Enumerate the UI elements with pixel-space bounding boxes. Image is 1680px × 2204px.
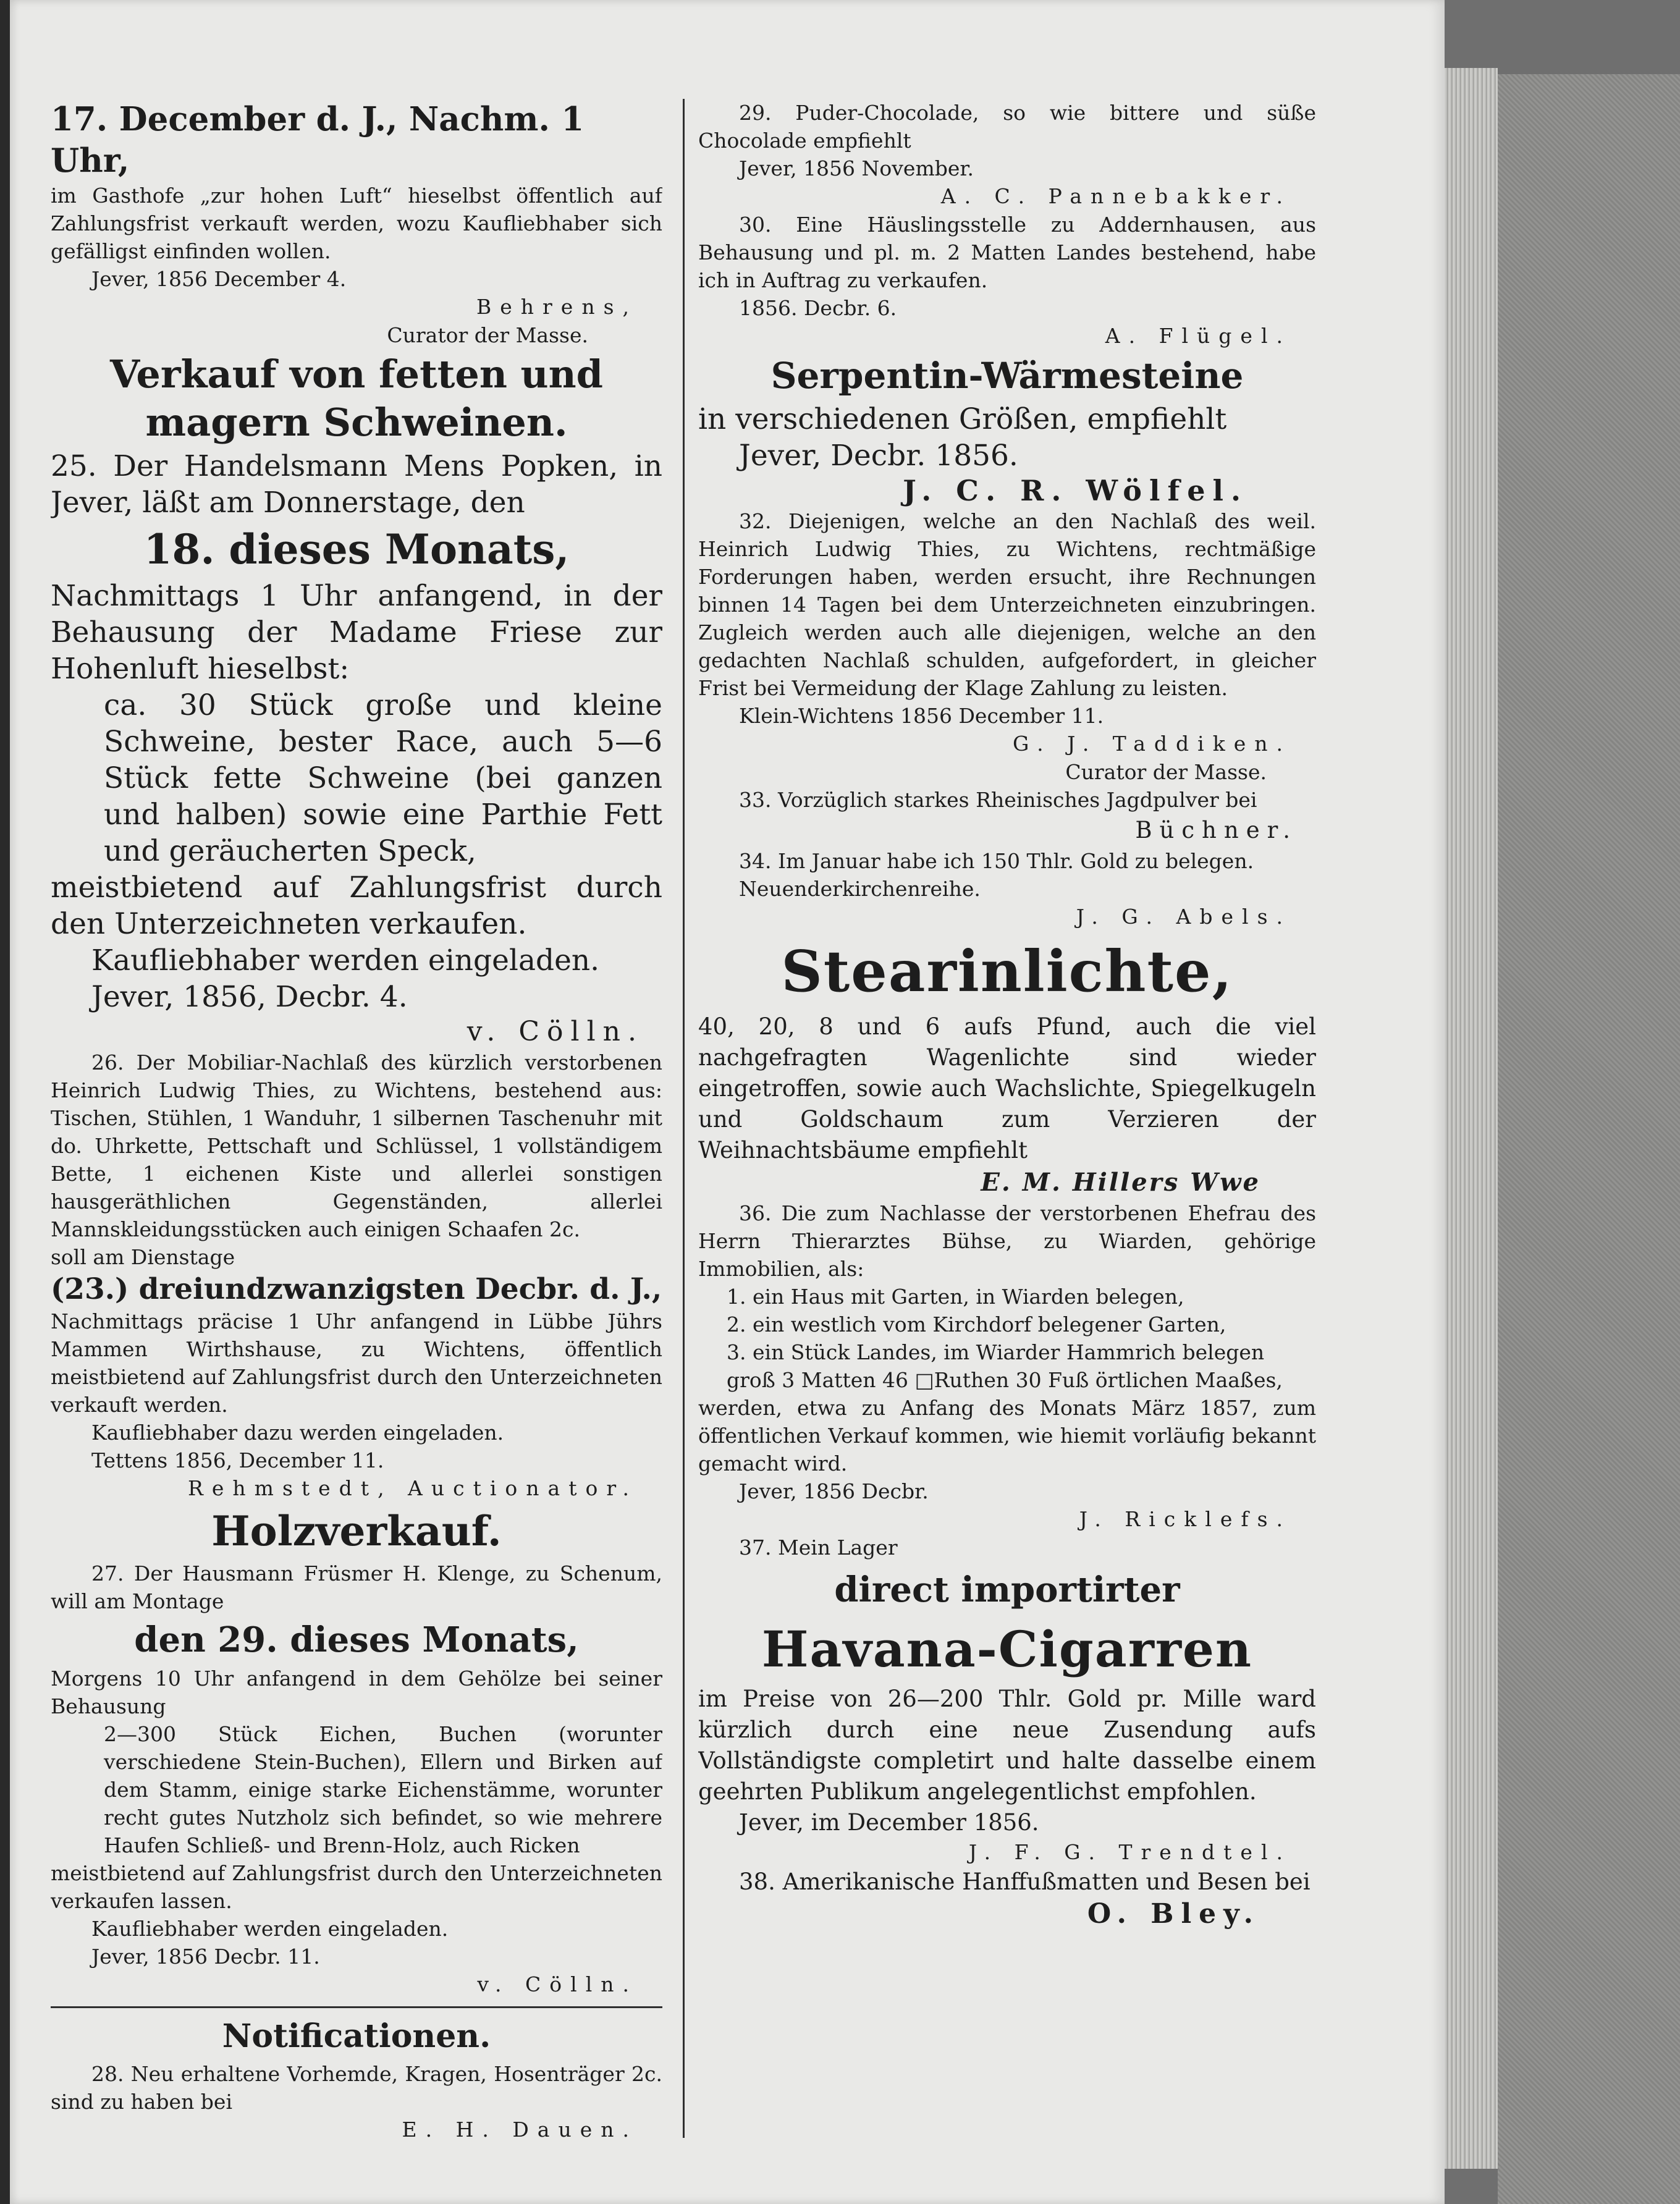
ad-38-body: 38. Amerikanische Hanffußmatten und Besen bei — [739, 1868, 1311, 1895]
notifications-title: Notificationen. — [222, 2017, 491, 2055]
ad-35-title: Stearinlichte, — [781, 938, 1233, 1005]
ad-35-body: 40, 20, 8 und 6 aufs Pfund, auch die viel nachgefragten Wagenlichte sind wieder eingetroffen, sowie auch Wachslichte, Spiegelkugeln und Goldschaum zum Verzieren der Weihnachtsbäume empfiehlt — [698, 1013, 1316, 1163]
ad-27-title: Holzverkauf. — [211, 1507, 502, 1555]
ad-26-signature: Rehmstedt, Auctionator. — [188, 1476, 638, 1500]
ad-27-intro: 27. Der Hausmann Früsmer H. Klenge, zu Schenum, will am Montage — [51, 1561, 662, 1613]
ad-25-signature: v. Cölln. — [466, 1016, 644, 1047]
left-background — [0, 0, 10, 2204]
ad-27-items: 2—300 Stück Eichen, Buchen (worunter verschiedene Stein-Buchen), Ellern und Birken auf dem Stamm, einige starke Eichenstämme, worunter recht gutes Nutzholz sich befindet, so wie mehrere Haufen Schließ- und Brenn-Holz, auch Ricken — [104, 1722, 662, 1857]
list-item: 2. ein westlich vom Kirchdorf belegener Garten, — [727, 1312, 1226, 1336]
ad-29-body: 29. Puder-Chocolade, so wie bittere und süße Chocolade empfiehlt — [698, 101, 1316, 153]
ad-28-body: 28. Neu erhaltene Vorhemde, Kragen, Hosenträger 2c. sind zu haben bei — [51, 2062, 662, 2114]
ad-17-body: im Gasthofe „zur hohen Luft“ hieselbst öffentlich auf Zahlungsfrist verkauft werden, wozu Kaufliebhaber sich gefälligst einfinden wollen. — [51, 184, 662, 263]
left-column — [51, 99, 662, 2169]
ad-28-signature: E. H. Dauen. — [402, 2117, 638, 2142]
ad-29-date: Jever, 1856 November. — [739, 156, 974, 180]
ad-32-date: Klein-Wichtens 1856 December 11. — [739, 704, 1104, 728]
ad-36-end: werden, etwa zu Anfang des Monats März 1857, zum öffentlichen Verkauf kommen, wie hiemit vorläufig bekannt gemacht wird. — [698, 1396, 1316, 1476]
ad-26-date-line: Tettens 1856, December 11. — [91, 1448, 384, 1472]
ad-27-end: meistbietend auf Zahlungsfrist durch den Unterzeichneten verkaufen lassen. — [51, 1861, 662, 1913]
ad-27-body: Morgens 10 Uhr anfangend in dem Gehölze bei seiner Behausung — [51, 1666, 662, 1718]
ad-27-invite: Kaufliebhaber werden eingeladen. — [91, 1917, 449, 1941]
ad-32-body: 32. Diejenigen, welche an den Nachlaß des weil. Heinrich Ludwig Thies, zu Wichtens, rechtmäßige Forderungen haben, werden ersucht, ihre Rechnungen binnen 14 Tagen bei dem Unterzeichneten einzubringen. Zugleich werden auch alle diejenigen, welche an den gedachten Nachlaß schulden, aufgefordert, in gleicher Frist bei Vermeidung der Klage Zahlung zu leisten. — [698, 509, 1316, 700]
ad-37-title-1: direct importirter — [834, 1569, 1180, 1610]
ad-34-body: 34. Im Januar habe ich 150 Thlr. Gold zu belegen. — [739, 849, 1254, 873]
ad-27-date-line: Jever, 1856 Decbr. 11. — [91, 1944, 320, 1969]
section-divider — [51, 2006, 662, 2008]
ad-36-date: Jever, 1856 Decbr. — [739, 1479, 929, 1503]
ad-26-date: (23.) dreiundzwanzigsten Decbr. d. J., — [51, 1272, 662, 1306]
book-cover — [1498, 74, 1680, 2204]
ad-26-soll: soll am Dienstage — [51, 1245, 235, 1269]
ad-17-heading: 17. December d. J., Nachm. 1 Uhr, — [51, 100, 585, 180]
ad-25-intro: 25. Der Handelsmann Mens Popken, in Jever, läßt am Donnerstage, den — [51, 449, 662, 520]
ad-26-body-2: Nachmittags präcise 1 Uhr anfangend in Lübbe Jührs Mammen Wirthshause, zu Wichtens, öffentlich meistbietend auf Zahlungsfrist durch den Unterzeichneten verkauft werden. — [51, 1309, 662, 1417]
ad-26-body: 26. Der Mobiliar-Nachlaß des kürzlich verstorbenen Heinrich Ludwig Thies, zu Wichtens, bestehend aus: Tischen, Stühlen, 1 Wanduhr, 1 silbernen Taschenuhr mit do. Uhrkette, Pettschaft und Schlüssel, 1 vollständigem Bette, 1 eichenen Kiste und allerlei sonstigen hausgeräthlichen Gegenständen, allerlei Mannskleidungsstücken auch einigen Schaafen 2c. — [51, 1050, 662, 1241]
ad-35-signature: E. M. Hillers Wwe — [981, 1168, 1260, 1197]
ad-30-date: 1856. Decbr. 6. — [739, 296, 897, 320]
ad-17-signature: Behrens, — [476, 295, 638, 319]
ad-17-date: Jever, 1856 December 4. — [91, 267, 347, 291]
ad-25-date: 18. dieses Monats, — [143, 525, 570, 573]
ad-25-invite: Kaufliebhaber werden eingeladen. — [91, 944, 600, 977]
ad-34-place: Neuenderkirchenreihe. — [739, 877, 981, 901]
ad-33-signature: Büchner. — [1135, 817, 1298, 843]
ad-36-body: 36. Die zum Nachlasse der verstorbenen Ehefrau des Herrn Thierarztes Bühse, zu Wiarden, gehörige Immobilien, als: — [698, 1201, 1316, 1281]
ad-25-end: meistbietend auf Zahlungsfrist durch den Unterzeichneten verkaufen. — [51, 871, 662, 941]
list-item: 1. ein Haus mit Garten, in Wiarden belegen, — [727, 1285, 1184, 1309]
ad-25-items: ca. 30 Stück große und kleine Schweine, bester Race, auch 5—6 Stück fette Schweine (bei ganzen und halben) sowie eine Parthie Fett und geräucherten Speck, — [104, 688, 662, 868]
ad-37-body: im Preise von 26—200 Thlr. Gold pr. Mille ward kürzlich durch eine neue Zusendung aufs Vollständigste completirt und halte dasselbe einem geehrten Publikum angelegentlichst empfohlen. — [698, 1686, 1316, 1805]
ad-34-signature: J. G. Abels. — [1076, 905, 1291, 929]
ad-30-signature: A. Flügel. — [1105, 324, 1291, 348]
ad-32-signature: G. J. Taddiken. — [1012, 732, 1291, 756]
ad-38-signature: O. Bley. — [1087, 1898, 1260, 1930]
ad-17-role: Curator der Masse. — [387, 323, 588, 347]
ad-37-signature: J. F. G. Trendtel. — [968, 1840, 1291, 1864]
ad-29-signature: A. C. Pannebakker. — [940, 184, 1291, 208]
ad-32-role: Curator der Masse. — [1065, 760, 1267, 784]
ad-30-body: 30. Eine Häuslingsstelle zu Addernhausen, aus Behausung und pl. m. 2 Matten Landes bestehend, habe ich in Auftrag zu verkaufen. — [698, 213, 1316, 292]
list-item: 3. ein Stück Landes, im Wiarder Hammrich belegen groß 3 Matten 46 □Ruthen 30 Fuß örtlichen Maaßes, — [727, 1340, 1283, 1392]
ad-36-signature: J. Ricklefs. — [1079, 1507, 1291, 1531]
ad-36-list — [698, 1283, 1316, 1394]
ad-31-line: in verschiedenen Größen, empfiehlt — [698, 402, 1227, 436]
ad-31-date: Jever, Decbr. 1856. — [739, 439, 1018, 473]
ad-31-signature: J. C. R. Wölfel. — [903, 474, 1248, 507]
ad-25-body: Nachmittags 1 Uhr anfangend, in der Behausung der Madame Friese zur Hohenluft hieselbst: — [51, 579, 662, 686]
ad-33-body: 33. Vorzüglich starkes Rheinisches Jagdpulver bei — [739, 788, 1257, 812]
ad-25-title-1: Verkauf von fetten und — [109, 352, 604, 397]
page-edges — [1445, 68, 1498, 2169]
ad-37-date: Jever, im December 1856. — [739, 1809, 1039, 1836]
column-rule — [683, 99, 685, 2138]
ad-27-date: den 29. dieses Monats, — [134, 1619, 579, 1660]
ad-37-intro: 37. Mein Lager — [739, 1535, 898, 1560]
right-column — [698, 99, 1316, 2169]
ad-27-signature: v. Cölln. — [477, 1972, 638, 1996]
ad-26-invite: Kaufliebhaber dazu werden eingeladen. — [91, 1421, 504, 1445]
ad-25-title-2: magern Schweinen. — [145, 400, 568, 445]
ad-31-title: Serpentin-Wärmesteine — [770, 355, 1244, 397]
ad-25-date-line: Jever, 1856, Decbr. 4. — [91, 980, 408, 1014]
ad-37-title-2: Havana-Cigarren — [761, 1620, 1253, 1678]
